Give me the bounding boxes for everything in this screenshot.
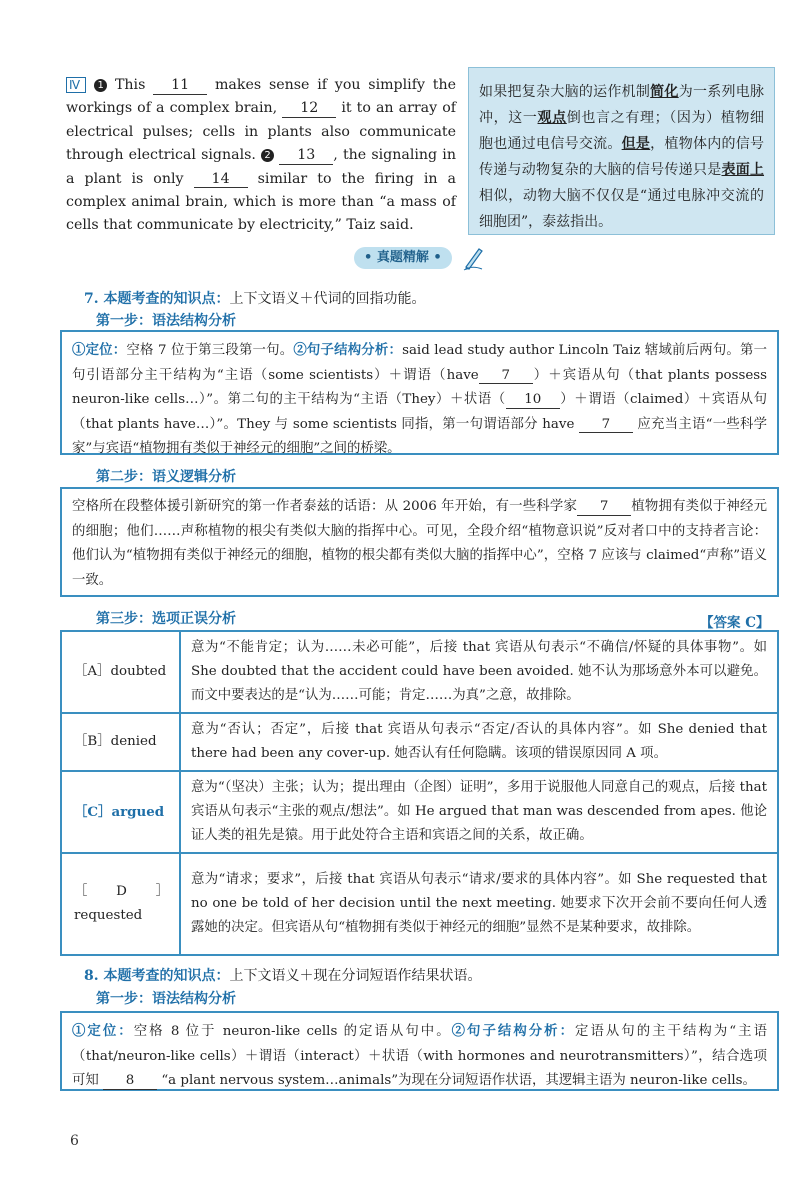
passage-text-3: it to an array of electrical pulses; cells in plants also communicate through electrical signals. xyxy=(66,100,457,164)
box-text: 空格 8 位于 neuron-like cells 的定语从句中。 xyxy=(133,1024,452,1039)
q8-grammar-box xyxy=(60,1011,779,1091)
box-text: 定语从句的主干结构为“主语（that/neuron-like cells）＋谓语（interact）＋状语（with hormones and neurotransmitters）”，结合选项可知 xyxy=(72,1024,767,1088)
translation-keyword: 观点 xyxy=(537,110,567,126)
blank-13: 13 xyxy=(279,148,333,165)
blank-12: 12 xyxy=(282,101,336,118)
blank-ref: 7 xyxy=(479,369,533,385)
option-label: ［D］requested xyxy=(61,853,180,955)
pen-icon xyxy=(462,245,484,271)
translation-text: 相似，动物大脑不仅仅是“通过电脉冲交流的细胞团”，泰兹指出。 xyxy=(479,188,764,230)
table-row xyxy=(61,631,778,713)
option-label: ［B］denied xyxy=(61,713,180,771)
box-text: 空格 7 位于第三段第一句。 xyxy=(126,343,294,358)
blank-14: 14 xyxy=(194,172,248,189)
keyword: ①定位： xyxy=(72,342,127,358)
answer-label: 【答案 C】 xyxy=(700,615,770,631)
box-text: 空格所在段整体援引新研究的第一作者泰兹的话语：从 2006 年开始，有一些科学家 xyxy=(72,499,578,514)
translation-text: 如果把复杂大脑的运作机制 xyxy=(479,84,651,100)
passage-paragraph xyxy=(66,74,456,238)
keyword: ①定位： xyxy=(72,1023,134,1039)
table-row xyxy=(61,853,778,955)
box-text: ）＋宾语从句（that plants possess neuron-like cells…）”。第二句的主干结构为“主语（They）＋状语（ xyxy=(72,367,767,407)
keyword: ②句子结构分析： xyxy=(451,1023,576,1039)
option-explanation: 意为“（坚决）主张；认为；提出理由（企图）证明”，多用于说服他人同意自己的观点，后接 that 宾语从句表示“主张的观点/想法”。如 He argued that man was descended from apes. 他论证人类的祖先是猿。用于此处符合主语和宾语之间的关系，故正确。 xyxy=(180,771,778,853)
question-title-label: 7. 本题考查的知识点： xyxy=(84,291,230,307)
box-text: ）＋谓语（claimed）＋宾语从句（that plants have…）”。They 与 some scientists 同指，第一句谓语部分 have xyxy=(72,392,767,432)
option-explanation: 意为“不能肯定；认为……未必可能”，后接 that 宾语从句表示“不确信/怀疑的具体事物”。如 She doubted that the accident could have been avoided. 她不认为那场意外本可以避免。而文中要表达的是“认为……可能；肯定……为真”之意，故排除。 xyxy=(180,631,778,713)
translation-box xyxy=(468,67,775,235)
blank-11: 11 xyxy=(153,78,207,95)
options-table xyxy=(60,630,779,956)
translation-text: ，植物体内的信号传递与动物复杂的大脑的信号传递只是 xyxy=(479,136,765,178)
blank-ref: 8 xyxy=(103,1074,157,1090)
table-row xyxy=(61,771,778,853)
box-text: said lead study author Lincoln Taiz 辖域前后两句。第一句引语部分主干结构为“主语（some scientists）＋谓语（have xyxy=(72,343,767,383)
section-marker: Ⅳ xyxy=(66,77,86,93)
q7-step-3: 第三步：选项正误分析 xyxy=(96,611,236,627)
translation-keyword: 简化 xyxy=(650,84,679,100)
sentence-marker-1: 1 xyxy=(94,79,107,92)
translation-keyword: 表面上 xyxy=(721,162,765,178)
option-label-correct: ［C］argued xyxy=(61,771,180,853)
section-header: • 真题精解 • xyxy=(354,247,452,269)
option-explanation: 意为“请求；要求”，后接 that 宾语从句表示“请求/要求的具体内容”。如 She requested that no one be told of her decision until the next meeting. 她要求下次开会前不要向任何人透露她的决定。但宾语从句“植物拥有类似于神经元的细胞”显然不是某种要求，故排除。 xyxy=(180,853,778,955)
question-title-text: 上下文语义＋现在分词短语作结果状语。 xyxy=(229,968,482,984)
blank-ref: 7 xyxy=(579,418,633,434)
passage-text-5: similar to the firing in a complex animal brain, which is more than “a mass of cells that communicate by electricity,” Taiz said. xyxy=(66,170,456,234)
blank-ref: 10 xyxy=(506,393,560,409)
passage-text-2: makes sense if you simplify the workings of a complex brain, xyxy=(66,77,457,117)
box-text: 应充当主语“一些科学家”与宾语“植物拥有类似于神经元的细胞”之间的桥梁。 xyxy=(72,416,767,456)
option-explanation: 意为“否认；否定”，后接 that 宾语从句表示“否定/否认的具体内容”。如 She denied that there had been any cover-up. 她否认有任何隐瞒。该项的错误原因同 A 项。 xyxy=(180,713,778,771)
box-text: “a plant nervous system…animals”为现在分词短语作状语，其逻辑主语为 neuron-like cells。 xyxy=(161,1073,756,1088)
box-text: 植物拥有类似于神经元的细胞；他们……声称植物的根尖有类似大脑的指挥中心。可见，全段介绍“植物意识说”反对者口中的支持者言论：他们认为“植物拥有类似于神经元的细胞，植物的根尖都有类似大脑的指挥中心”，空格 7 应该与 claimed“声称”语义一致。 xyxy=(72,499,768,588)
option-label: ［A］doubted xyxy=(61,631,180,713)
q7-grammar-box xyxy=(60,330,779,455)
question-8-title xyxy=(84,965,482,985)
keyword: ②句子结构分析： xyxy=(293,342,403,358)
page-number: 6 xyxy=(70,1133,79,1149)
translation-text: 倒也言之有理；（因为）植物细胞也通过电信号交流。 xyxy=(479,110,765,152)
question-title-label: 8. 本题考查的知识点： xyxy=(84,968,230,984)
passage-text-4: , the signaling in a plant is only xyxy=(66,147,456,187)
translation-keyword: 但是 xyxy=(621,136,651,152)
q8-step-1: 第一步：语法结构分析 xyxy=(96,991,236,1007)
question-title-text: 上下文语义＋代词的回指功能。 xyxy=(229,291,426,307)
translation-text: 为一系列电脉冲，这一 xyxy=(479,84,765,126)
q7-logic-box xyxy=(60,487,779,597)
q7-step-2: 第二步：语义逻辑分析 xyxy=(96,469,236,485)
passage-text-1: This xyxy=(114,77,146,93)
question-7-title xyxy=(84,288,426,308)
blank-ref: 7 xyxy=(577,500,631,516)
table-row xyxy=(61,713,778,771)
sentence-marker-2: 2 xyxy=(261,149,274,162)
q7-step-1: 第一步：语法结构分析 xyxy=(96,313,236,329)
